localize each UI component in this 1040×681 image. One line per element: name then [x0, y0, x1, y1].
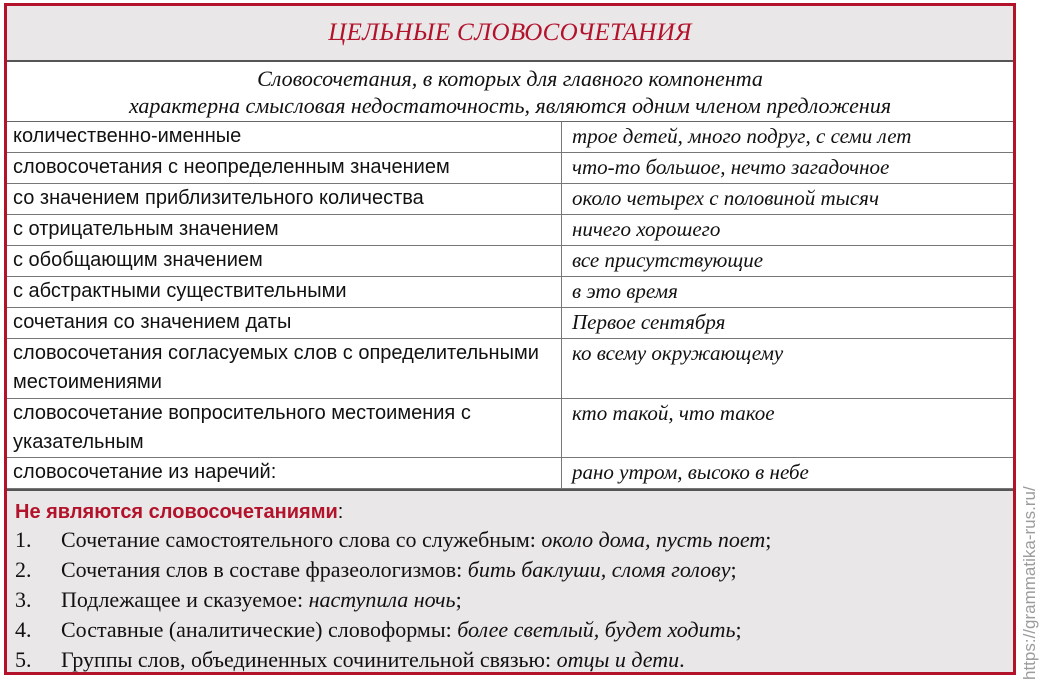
row-example: около четырех с половиной тысяч: [562, 183, 1014, 214]
watermark: [1002, 440, 1039, 680]
table-row: [7, 245, 1013, 276]
item-end: ;: [765, 527, 772, 552]
row-example: что-то большое, нечто загадочное: [562, 152, 1014, 183]
list-item: [15, 585, 1013, 615]
caption-line-1: Словосочетания, в которых для главного компонента: [257, 66, 763, 91]
item-example: более светлый, будет ходить: [457, 617, 736, 642]
row-example: рано утром, высоко в небе: [562, 457, 1014, 488]
not-phrases-heading-text: Не являются словосочетаниями: [15, 501, 338, 523]
not-phrases-panel: [7, 489, 1013, 672]
row-type: сочетания со значением даты: [7, 307, 562, 338]
table-row: [7, 457, 1013, 488]
item-example: бить баклуши, сломя голову: [467, 557, 731, 582]
item-end: ;: [730, 557, 737, 582]
item-number: 2.: [15, 557, 32, 582]
phrases-table: [7, 122, 1013, 489]
table-row: [7, 214, 1013, 245]
row-type: словосочетания с неопределенным значением: [7, 152, 562, 183]
row-type: количественно-именные: [7, 122, 562, 152]
page-title: ЦЕЛЬНЫЕ СЛОВОСОЧЕТАНИЯ: [328, 19, 692, 46]
row-example: ничего хорошего: [562, 214, 1014, 245]
row-example: кто такой, что такое: [562, 398, 1014, 457]
row-type: с обобщающим значением: [7, 245, 562, 276]
row-type: со значением приблизительного количества: [7, 183, 562, 214]
watermark-text: https://grammatika-rus.ru/: [1020, 486, 1039, 680]
not-phrases-heading: [15, 499, 1013, 525]
content-frame: [4, 3, 1016, 675]
item-end: ;: [455, 587, 462, 612]
table-row: [7, 398, 1013, 457]
item-number: 1.: [15, 527, 32, 552]
item-text: Составные (аналитические) словоформы:: [61, 617, 458, 642]
item-example: около дома, пусть поет: [541, 527, 766, 552]
item-text: Сочетания слов в составе фразеологизмов:: [61, 557, 468, 582]
item-number: 5.: [15, 647, 32, 672]
list-item: [15, 525, 1013, 555]
table-row: [7, 338, 1013, 398]
table-row: [7, 183, 1013, 214]
row-type: словосочетание из наречий:: [7, 457, 562, 488]
caption-line-2: характерна смысловая недостаточность, являются одним членом предложения: [128, 93, 892, 118]
item-example: отцы и дети: [556, 647, 680, 672]
list-item: [15, 645, 1013, 675]
row-type: словосочетание вопросительного местоимения с указательным: [7, 398, 562, 457]
table-row: [7, 276, 1013, 307]
row-example: все присутствующие: [562, 245, 1014, 276]
row-example: в это время: [562, 276, 1014, 307]
item-number: 4.: [15, 617, 32, 642]
row-type: с абстрактными существительными: [7, 276, 562, 307]
item-text: Группы слов, объединенных сочинительной связью:: [61, 647, 557, 672]
item-end: ;: [735, 617, 742, 642]
item-example: наступила ночь: [308, 587, 456, 612]
table-row: [7, 307, 1013, 338]
title-bar: [7, 6, 1013, 62]
row-type: словосочетания согласуемых слов с определительными местоимениями: [7, 338, 562, 398]
table-row: [7, 152, 1013, 183]
table-row: [7, 122, 1013, 152]
list-item: [15, 615, 1013, 645]
list-item: [15, 555, 1013, 585]
row-type: с отрицательным значением: [7, 214, 562, 245]
row-example: Первое сентября: [562, 307, 1014, 338]
table-caption: [7, 62, 1013, 122]
item-end: .: [679, 647, 685, 672]
item-number: 3.: [15, 587, 32, 612]
item-text: Подлежащее и сказуемое:: [61, 587, 309, 612]
heading-colon: :: [337, 501, 344, 523]
item-text: Сочетание самостоятельного слова со служебным:: [61, 527, 542, 552]
row-example: трое детей, много подруг, с семи лет: [562, 122, 1014, 152]
row-example: ко всему окружающему: [562, 338, 1014, 398]
